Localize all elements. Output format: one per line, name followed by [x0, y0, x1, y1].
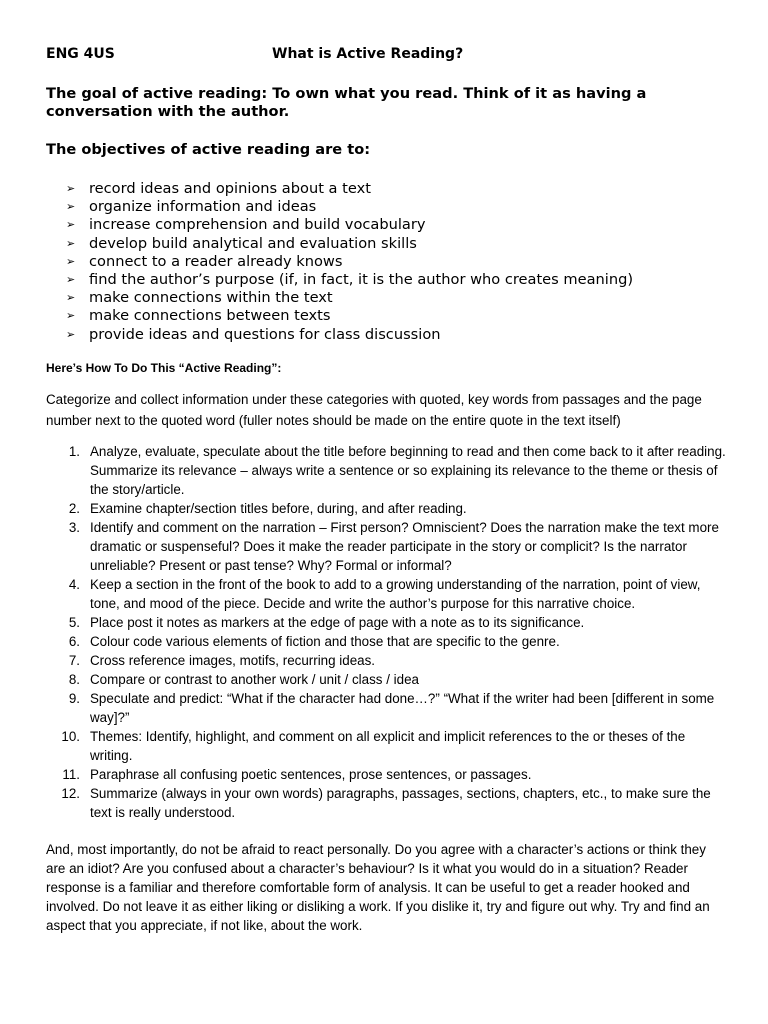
objective-text: provide ideas and questions for class discussion [89, 325, 441, 343]
step-item [46, 765, 726, 784]
goal-statement: The goal of active reading: To own what you read. Think of it as having a conversation with the author. [46, 85, 647, 120]
step-item [46, 632, 726, 651]
step-number: 10. [61, 729, 80, 744]
step-item [46, 651, 726, 670]
objective-text: make connections within the text [89, 289, 333, 307]
step-number: 1. [68, 444, 80, 459]
step-text: Summarize (always in your own words) paragraphs, passages, sections, chapters, etc., to make sure the text is really understood. [90, 786, 711, 820]
step-text: Compare or contrast to another work / unit / class / idea [90, 672, 419, 687]
objective-text: organize information and ideas [89, 198, 317, 216]
objective-text: find the author’s purpose (if, in fact, it is the author who creates meaning) [89, 271, 634, 289]
objectives-list [46, 180, 633, 344]
arrow-bullet-icon: ➢ [66, 273, 76, 287]
step-text: Speculate and predict: “What if the character had done…?” “What if the writer had been [different in some way]?” [90, 691, 715, 725]
step-text: Colour code various elements of fiction and those that are specific to the genre. [90, 634, 560, 649]
step-item [46, 575, 726, 613]
step-item [46, 727, 726, 765]
step-text: Paraphrase all confusing poetic sentences, prose sentences, or passages. [90, 767, 532, 782]
howto-heading: Here’s How To Do This “Active Reading”: [46, 361, 282, 375]
arrow-bullet-icon: ➢ [66, 200, 76, 214]
step-number: 4. [68, 577, 80, 592]
objective-item [46, 326, 633, 344]
step-item [46, 689, 726, 727]
objective-text: connect to a reader already knows [89, 252, 343, 270]
step-item [46, 518, 726, 575]
step-number: 7. [68, 653, 80, 668]
step-number: 11. [62, 767, 80, 782]
objective-item [46, 216, 633, 234]
objective-item [46, 253, 633, 271]
step-item [46, 499, 726, 518]
step-item [46, 613, 726, 632]
objective-item [46, 198, 633, 216]
step-text: Place post it notes as markers at the edge of page with a note as to its significance. [90, 615, 585, 630]
intro-paragraph: Categorize and collect information under these categories with quoted, key words from passages and the page number next to the quoted word (fuller notes should be made on the entire quote in the text itself) [46, 392, 702, 428]
objective-item [46, 307, 633, 325]
objective-item [46, 271, 633, 289]
course-code: ENG 4US [46, 46, 115, 62]
step-number: 8. [68, 672, 80, 687]
objective-text: make connections between texts [89, 307, 331, 325]
closing-paragraph: And, most importantly, do not be afraid to react personally. Do you agree with a character’s actions or think they are an idiot? Are you confused about a character’s behaviour? Is it what you would do in a situation? Reader response is a familiar and therefore comfortable form of analysis. It can be useful to get a reader hooked and involved. Do not leave it as either liking or disliking a work. If you dislike it, try and figure out why. Try and find an aspect that you appreciate, if not like, about the work. [46, 842, 710, 933]
objective-text: increase comprehension and build vocabulary [89, 216, 426, 234]
objectives-heading: The objectives of active reading are to: [46, 141, 371, 158]
step-text: Examine chapter/section titles before, during, and after reading. [90, 501, 467, 516]
arrow-bullet-icon: ➢ [66, 327, 76, 341]
step-item [46, 784, 726, 822]
objective-item [46, 235, 633, 253]
arrow-bullet-icon: ➢ [66, 309, 76, 323]
arrow-bullet-icon: ➢ [66, 182, 76, 195]
arrow-bullet-icon: ➢ [66, 236, 76, 250]
objective-text: develop build analytical and evaluation skills [89, 234, 417, 252]
document-header [46, 46, 722, 66]
step-number: 9. [68, 691, 80, 706]
step-text: Analyze, evaluate, speculate about the title before beginning to read and then come back to it after reading. Summarize its relevance – always write a sentence or so explaining its relevance to the theme or thesis of the story/article. [90, 444, 726, 497]
step-number: 3. [68, 520, 80, 535]
step-number: 2. [68, 501, 80, 516]
step-item [46, 670, 726, 689]
step-text: Cross reference images, motifs, recurring ideas. [90, 653, 376, 668]
step-number: 12. [61, 786, 80, 801]
step-number: 6. [68, 634, 80, 649]
arrow-bullet-icon: ➢ [66, 254, 76, 268]
step-text: Keep a section in the front of the book to add to a growing understanding of the narration, point of view, tone, and mood of the piece. Decide and write the author’s purpose for this narrative choice. [90, 577, 701, 611]
arrow-bullet-icon: ➢ [66, 218, 76, 232]
document-title: What is Active Reading? [272, 46, 464, 62]
steps-list [46, 442, 726, 822]
arrow-bullet-icon: ➢ [66, 291, 76, 305]
objective-text: record ideas and opinions about a text [89, 180, 371, 197]
step-text: Identify and comment on the narration – First person? Omniscient? Does the narration make the text more dramatic or suspenseful? Does it make the reader participate in the story or complicit? Is the narrator unreliable? Present or past tense? Why? Formal or informal? [90, 520, 719, 573]
step-item [46, 442, 726, 499]
step-text: Themes: Identify, highlight, and comment on all explicit and implicit references to the or theses of the writing. [90, 729, 686, 763]
objective-item [46, 180, 633, 198]
step-number: 5. [68, 615, 80, 630]
objective-item [46, 289, 633, 307]
